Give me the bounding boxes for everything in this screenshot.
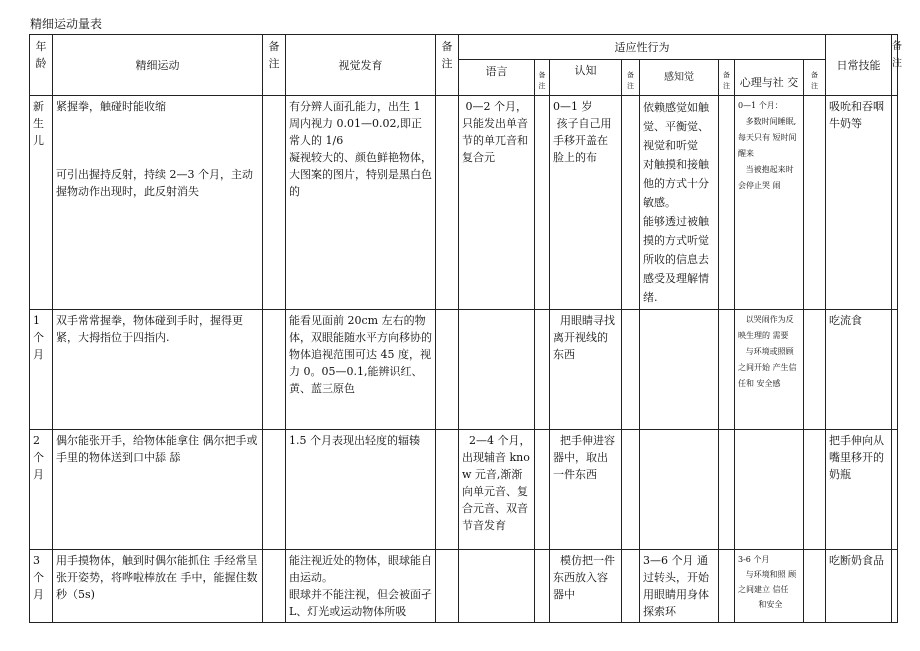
visual-cell: 能注视近处的物体，眼球能自由运动。 眼球并不能注视，但会被面孑 L、灯光或运动物体所吸 <box>286 550 436 623</box>
remark-cell <box>719 430 735 550</box>
header-age: 年 龄 <box>30 35 53 96</box>
remark-cell <box>535 310 550 430</box>
language-cell: 0—2 个月，只能发出单音节的单兀音和复合元 <box>459 96 535 310</box>
remark-cell <box>804 430 826 550</box>
header-cognition-remark: 备 注 <box>622 60 640 96</box>
age-cell: 新 生 儿 <box>30 96 53 310</box>
table-row <box>30 96 898 310</box>
remark-cell <box>436 96 459 310</box>
remark-cell <box>263 550 286 623</box>
remark-cell <box>535 550 550 623</box>
visual-cell: 1.5 个月表现出轻度的辐辏 <box>286 430 436 550</box>
header-social: 心理与社 交 <box>735 60 804 96</box>
remark-cell <box>535 96 550 310</box>
daily-skill-cell: 把手伸向从嘴里移开的奶瓶 <box>826 430 892 550</box>
document-title: 精细运动量表 <box>30 17 103 31</box>
social-cell <box>735 430 804 550</box>
remark-cell <box>719 96 735 310</box>
cognition-cell: 0—1 岁 孩子自己用手移开盖在脸上的布 <box>550 96 622 310</box>
remark-cell <box>263 430 286 550</box>
remark-cell <box>436 430 459 550</box>
header-fine-motor: 精细运动 <box>53 35 263 96</box>
cognition-cell: 用眼睛寻找离开视线的东西 <box>550 310 622 430</box>
language-cell: 2—4 个月，出现辅音 know 元音,渐渐向单元音、复合元音、双音节音发育 <box>459 430 535 550</box>
visual-cell: 有分辨人面孔能力，出生 1 周内视力 0.01—0.02,即正常人的 1/6 凝视较大的、颜色鲜艳物体，大图案的图片，特别是黑白色的 <box>286 96 436 310</box>
header-visual: 视觉发育 <box>286 35 436 96</box>
age-cell: 1 个 月 <box>30 310 53 430</box>
remark-cell <box>535 430 550 550</box>
remark-cell <box>436 310 459 430</box>
header-language: 语言 <box>459 60 535 96</box>
fine-motor-cell: 偶尔能张开手，给物体能拿住 偶尔把手或手里的物体送到口中舔 舔 <box>53 430 263 550</box>
table-row <box>30 430 898 550</box>
remark-cell <box>804 96 826 310</box>
remark-cell <box>892 96 898 310</box>
remark-cell <box>892 550 898 623</box>
remark-cell <box>804 310 826 430</box>
age-cell: 3 个 月 <box>30 550 53 623</box>
remark-cell <box>622 96 640 310</box>
perception-cell <box>640 430 719 550</box>
header-remark-2: 备 注 <box>436 35 459 96</box>
header-language-remark: 备 注 <box>535 60 550 96</box>
remark-cell <box>622 550 640 623</box>
age-cell: 2 个 月 <box>30 430 53 550</box>
remark-cell <box>622 310 640 430</box>
perception-cell: 依赖感觉如触觉、平衡觉、视觉和听觉 对触摸和接触他的方式十分敏感。 能够透过被触摸的方式听觉所收的信息去感受及理解情绪. <box>640 96 719 310</box>
header-cognition: 认知 <box>550 60 622 96</box>
remark-cell <box>719 310 735 430</box>
remark-cell <box>892 430 898 550</box>
header-social-remark: 备 注 <box>804 60 826 96</box>
perception-cell: 3—6 个月 通过转头，开始用眼睛用身体探索环 <box>640 550 719 623</box>
visual-cell: 能看见面前 20cm 左右的物体，双眼能随水平方向移协的物体追视范围可达 45 度，视力 0。05—0.1,能辨识红、黄、蓝三原色 <box>286 310 436 430</box>
remark-cell <box>804 550 826 623</box>
remark-cell <box>436 550 459 623</box>
header-adaptive-behavior: 适应性行为 <box>459 35 826 60</box>
daily-skill-cell: 吃流食 <box>826 310 892 430</box>
table-row <box>30 310 898 430</box>
header-perception: 感知觉 <box>640 60 719 96</box>
header-remark-last: 备 注 <box>892 35 898 96</box>
fine-motor-cell: 紧握拳，触碰时能收缩 可引出握持反射，持续 2—3 个月，主动握物动作出现时，此反射消失 <box>53 96 263 310</box>
language-cell <box>459 550 535 623</box>
fine-motor-cell: 用手摸物体，触到时偶尔能抓住 手经常呈张开姿势，将哗啦棒放在 手中，能握住数秒（5s) <box>53 550 263 623</box>
header-daily-skills: 日常技能 <box>826 35 892 96</box>
daily-skill-cell: 吃断奶食品 <box>826 550 892 623</box>
remark-cell <box>622 430 640 550</box>
header-perception-remark: 备 注 <box>719 60 735 96</box>
table-row <box>30 550 898 623</box>
remark-cell <box>263 310 286 430</box>
daily-skill-cell: 吸吮和吞咽牛奶等 <box>826 96 892 310</box>
remark-cell <box>719 550 735 623</box>
fine-motor-scale-table <box>29 34 902 623</box>
remark-cell <box>263 96 286 310</box>
social-cell: 以哭闹作为反映生理的 需要 与环境或照顾之间开始 产生信任和 安全感 <box>735 310 804 430</box>
language-cell <box>459 310 535 430</box>
cognition-cell: 把手伸进容器中，取出一件东西 <box>550 430 622 550</box>
social-cell: 3-6 个月 与环境和照 顾之间建立 信任 和安全 <box>735 550 804 623</box>
social-cell: 0—1 个月： 多数时间睡眠,每天只有 短时间醒来 当被抱起来时会停止哭 闹 <box>735 96 804 310</box>
fine-motor-cell: 双手常常握拳，物体碰到手时，握得更紧，大拇指位于四指内. <box>53 310 263 430</box>
perception-cell <box>640 310 719 430</box>
remark-cell <box>892 310 898 430</box>
header-remark-1: 备 注 <box>263 35 286 96</box>
cognition-cell: 模仿把一件东西放入容器中 <box>550 550 622 623</box>
